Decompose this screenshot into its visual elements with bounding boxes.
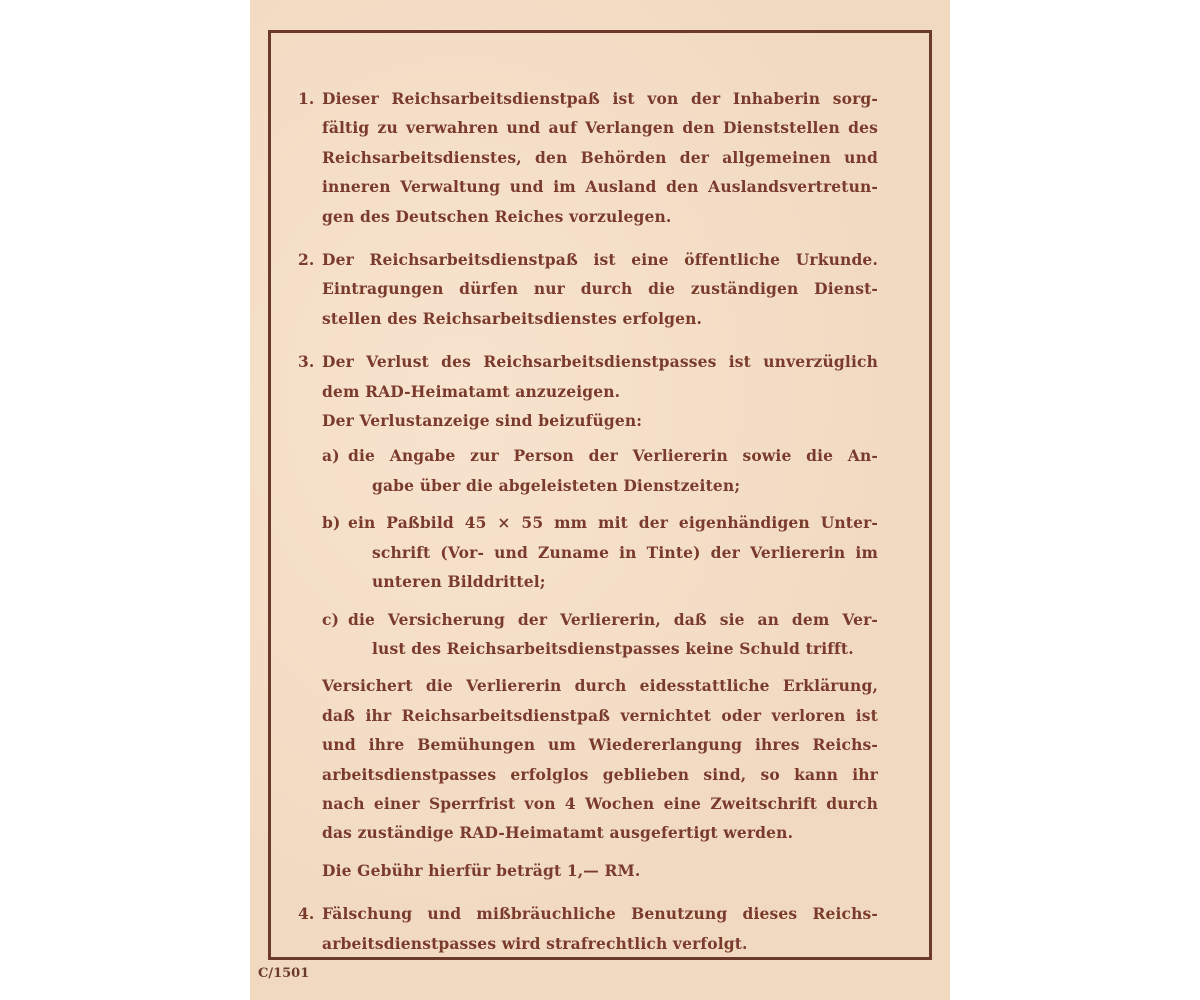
regulation-item-3 [298,347,878,885]
fee-note: Die Gebühr hierfür beträgt 1,— RM. [322,860,641,880]
text-line: gen des Deutschen Reiches vorzulegen. [322,206,672,226]
item-body [322,84,878,231]
text-line: Dieser Reichsarbeitsdienstpaß ist von der Inhaberin sorg- [322,89,878,108]
text-line: gabe über die abgeleisteten Dienstzeiten; [372,475,741,495]
item-number: 2. [298,250,315,270]
text-line: dem RAD-Heimatamt anzuzeigen. [322,381,621,401]
text-line: lust des Reichsarbeitsdienstpasses keine Schuld trifft. [372,638,854,658]
text-line: fältig zu verwahren und auf Verlangen den Dienststellen des [322,118,878,138]
enclosure-item-a [322,441,878,500]
enclosure-body [348,605,878,664]
text-line: stellen des Reichsarbeitsdienstes erfolgen. [322,308,703,328]
text-line: die Versicherung der Verliererin, daß sie an dem Ver- [348,609,878,629]
enclosure-list [322,441,878,663]
enclosure-letter: b) [322,513,341,533]
text-line: nach einer Sperrfrist von 4 Wochen eine Zweitschrift durch [322,793,878,813]
item-body [322,347,878,885]
regulation-item-2 [298,245,878,333]
item-number: 3. [298,352,315,372]
item-body [322,899,878,958]
text-line: und ihre Bemühungen um Wiedererlangung ihres Reichs- [322,735,878,755]
text-line: Der Verlust des Reichsarbeitsdienstpasses ist unverzüglich [322,352,878,372]
enclosure-body [348,508,878,596]
text-line: unteren Bilddrittel; [372,572,546,592]
print-code: C/1501 [258,966,310,981]
text-line: daß ihr Reichsarbeitsdienstpaß vernichtet oder verloren ist [322,705,878,725]
regulation-item-1 [298,84,878,231]
enclosures-intro: Der Verlustanzeige sind beizufügen: [322,411,643,431]
text-line: schrift (Vor- und Zuname in Tinte) der Verliererin im [372,542,878,562]
text-line: Versichert die Verliererin durch eidesstattliche Erklärung, [322,676,878,696]
item-number: 1. [298,89,315,108]
text-line: arbeitsdienstpasses wird strafrechtlich verfolgt. [322,933,748,953]
enclosure-body [348,441,878,500]
enclosure-item-c [322,605,878,664]
text-line: arbeitsdienstpasses erfolglos geblieben sind, so kann ihr [322,764,878,784]
enclosure-letter: a) [322,446,340,466]
text-line: Der Reichsarbeitsdienstpaß ist eine öffentliche Urkunde. [322,250,878,270]
text-line: Fälschung und mißbräuchliche Benutzung dieses Reichs- [322,904,878,924]
text-line: ein Paßbild 45 × 55 mm mit der eigenhändigen Unter- [348,513,878,533]
text-line: inneren Verwaltung und im Ausland den Auslandsvertretun- [322,177,878,197]
text-line: Eintragungen dürfen nur durch die zuständigen Dienst- [322,279,878,299]
enclosure-letter: c) [322,609,340,629]
text-line: Reichsarbeitsdienstes, den Behörden der allgemeinen und [322,147,878,167]
declaration-paragraph [322,671,878,847]
text-line: das zuständige RAD-Heimatamt ausgefertigt werden. [322,823,794,843]
regulation-item-4 [298,899,878,958]
enclosure-item-b [322,508,878,596]
item-number: 4. [298,904,315,924]
text-line: die Angabe zur Person der Verliererin sowie die An- [348,446,878,466]
passport-page [250,0,950,1000]
regulations-text [298,84,878,972]
item-body [322,245,878,333]
